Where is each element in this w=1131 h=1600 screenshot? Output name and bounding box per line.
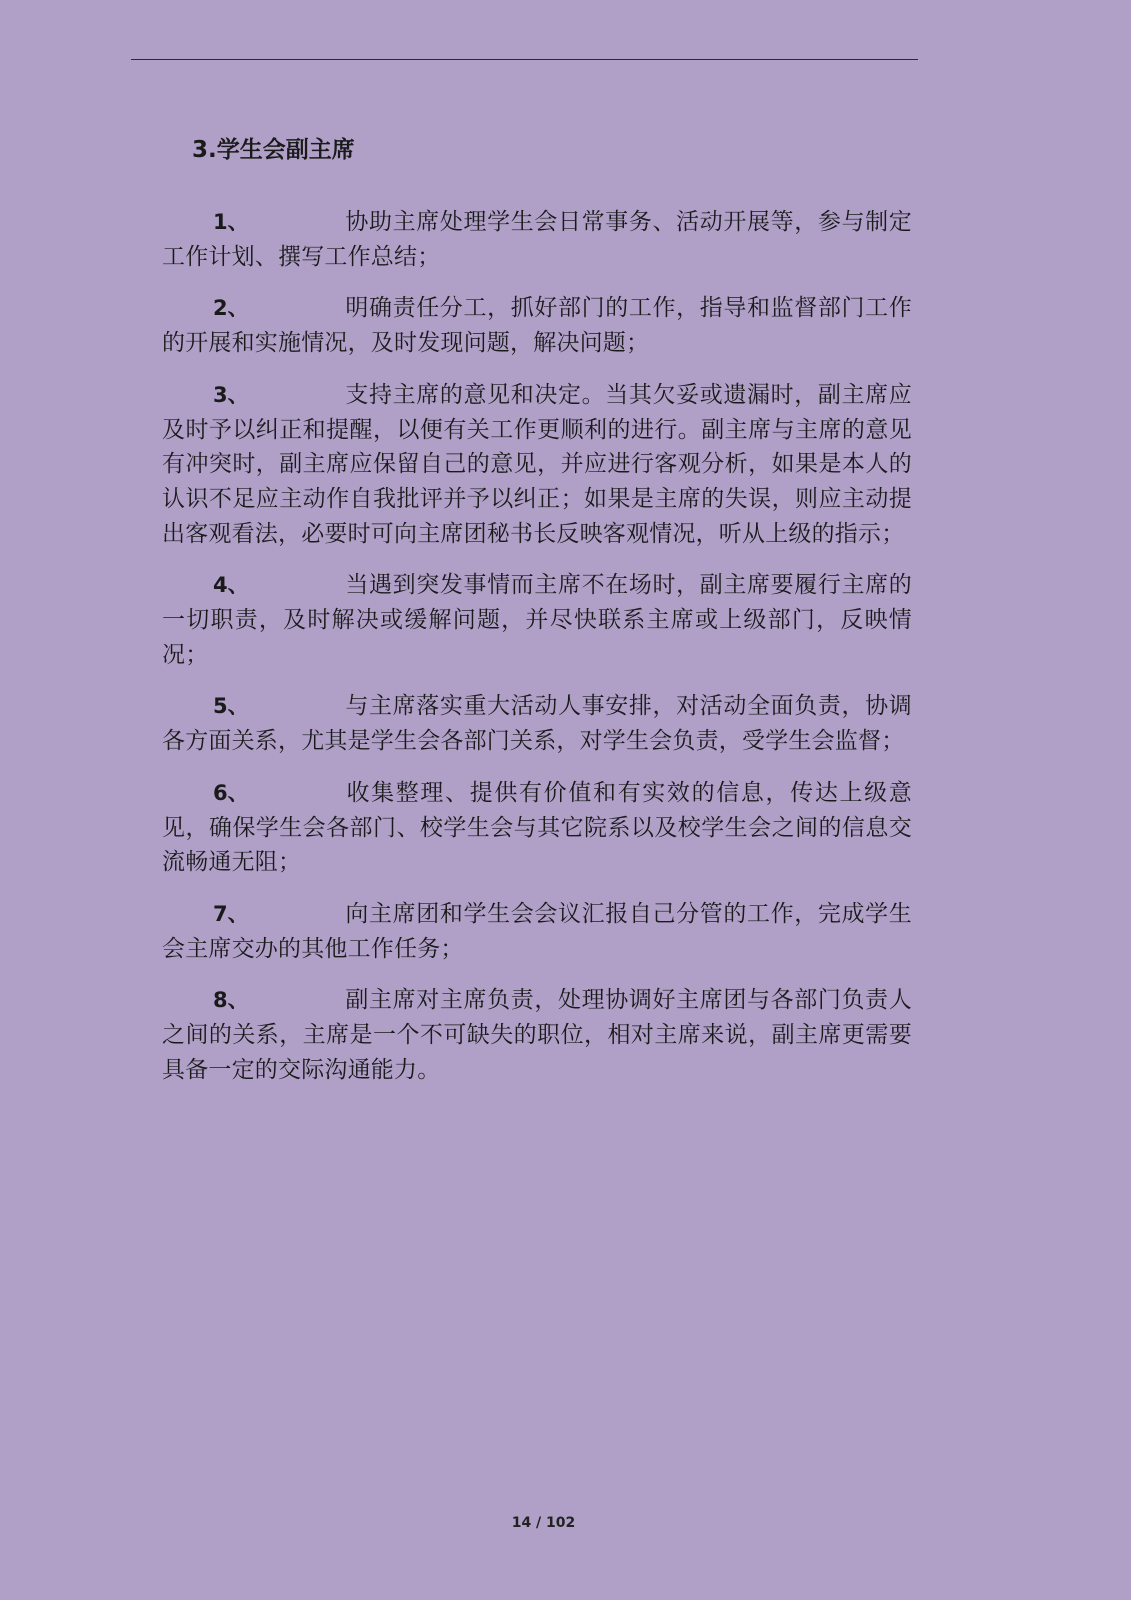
duty-item [162,205,912,274]
duty-number: 6、 [213,780,249,805]
duty-item [162,897,912,966]
duty-number: 5、 [213,694,249,719]
duty-item [162,378,912,552]
duty-item [162,689,912,758]
duty-item [162,291,912,360]
duty-number: 1、 [213,210,249,234]
header-rule [131,59,918,60]
duties-list [162,205,912,1104]
duty-text: 支持主席的意见和决定。当其欠妥或遗漏时，副主席应及时予以纠正和提醒，以便有关工作更顺利的进行。副主席与主席的意见有冲突时，副主席应保留自己的意见，并应进行客观分析，如果是本人的认识不足应主动作自我批评并予以纠正；如果是主席的失误，则应主动提出客观看法，必要时可向主席团秘书长反映客观情况，听从上级的指示； [162,381,912,547]
duty-item [162,983,912,1087]
duty-text: 协助主席处理学生会日常事务、活动开展等，参与制定工作计划、撰写工作总结； [162,209,912,270]
duty-number: 2、 [213,296,249,321]
page-number: 14 / 102 [511,1515,576,1531]
duty-item [162,568,912,672]
duty-number: 4、 [213,573,249,598]
duty-text: 与主席落实重大活动人事安排，对活动全面负责，协调各方面关系，尤其是学生会各部门关系，对学生会负责，受学生会监督； [162,693,912,755]
duty-text: 收集整理、提供有价值和有实效的信息，传达上级意见，确保学生会各部门、校学生会与其它院系以及校学生会之间的信息交流畅通无阻； [162,779,912,876]
duty-text: 副主席对主席负责，处理协调好主席团与各部门负责人之间的关系，主席是一个不可缺失的职位，相对主席来说，副主席更需要具备一定的交际沟通能力。 [162,987,912,1083]
duty-number: 3、 [213,382,249,407]
duty-number: 7、 [213,901,249,926]
section-title: 3.学生会副主席 [192,137,355,163]
duty-item [162,776,912,880]
duty-text: 向主席团和学生会会议汇报自己分管的工作，完成学生会主席交办的其他工作任务； [162,900,912,962]
duty-number: 8、 [213,988,249,1013]
duty-text: 明确责任分工，抓好部门的工作，指导和监督部门工作的开展和实施情况，及时发现问题，解决问题； [162,295,912,357]
duty-text: 当遇到突发事情而主席不在场时，副主席要履行主席的一切职责，及时解决或缓解问题，并尽快联系主席或上级部门，反映情况； [162,572,912,668]
